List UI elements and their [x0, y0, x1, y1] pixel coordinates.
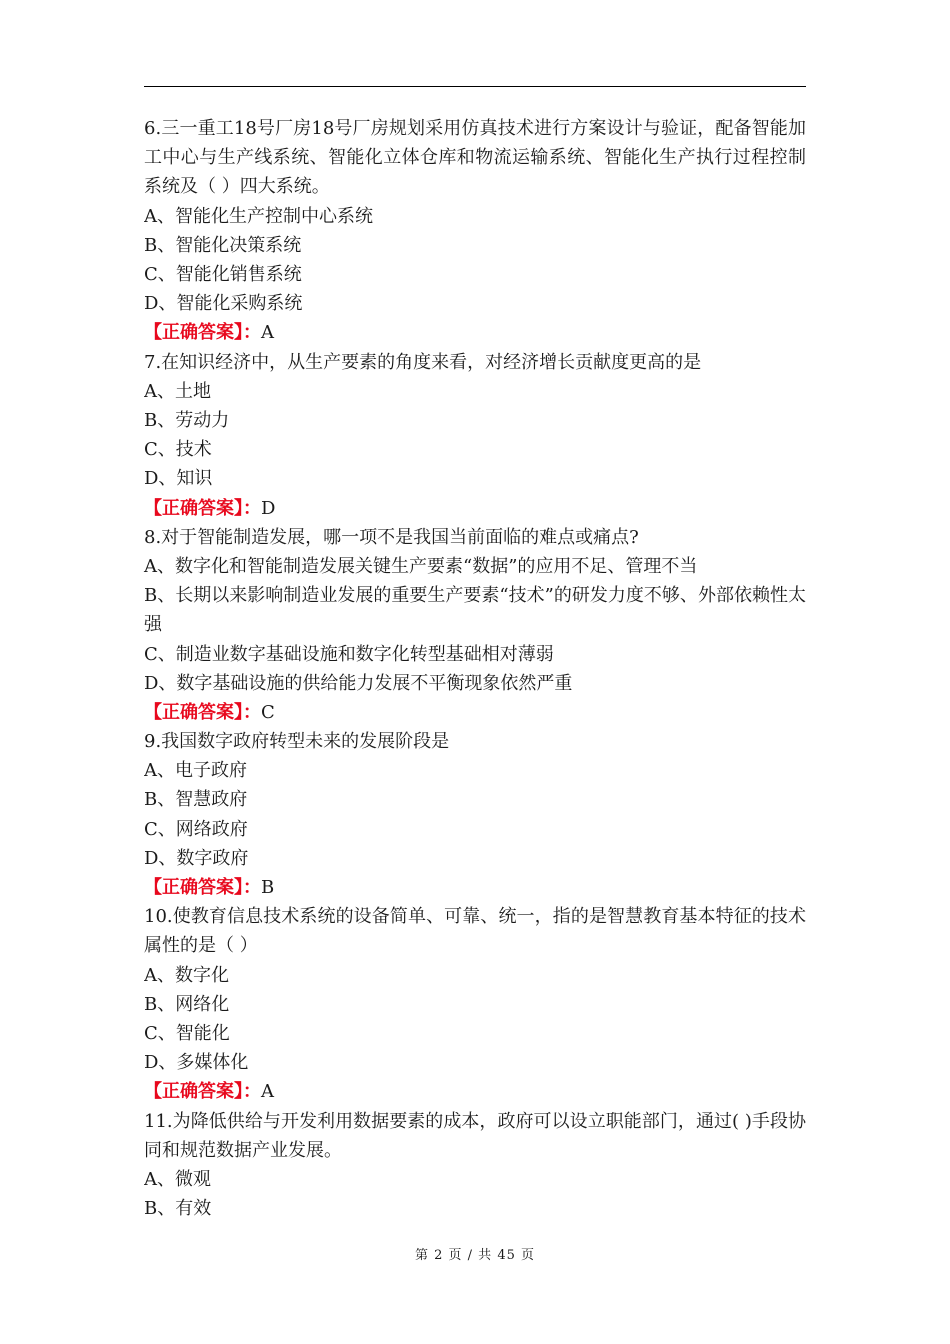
answer-value: C [261, 701, 275, 723]
question-7 [144, 348, 806, 523]
answer-value: D [261, 497, 276, 519]
header-rule [144, 86, 806, 87]
question-9 [144, 727, 806, 902]
answer-line [144, 873, 806, 902]
question-text: 7.在知识经济中，从生产要素的角度来看，对经济增长贡献度更高的是 [144, 351, 702, 373]
option-a: A、数字化和智能制造发展关键生产要素“数据”的应用不足、管理不当 [144, 555, 698, 577]
option-b: B、长期以来影响制造业发展的重要生产要素“技术”的研发力度不够、外部依赖性太强 [144, 585, 806, 636]
option-c: C、技术 [144, 439, 212, 461]
answer-value: A [261, 322, 274, 344]
option-d: D、数字基础设施的供给能力发展不平衡现象依然严重 [144, 672, 573, 694]
option-d: D、智能化采购系统 [144, 293, 303, 315]
option-a: A、微观 [144, 1168, 211, 1190]
option-b: B、智能化决策系统 [144, 234, 302, 256]
question-text: 10.使教育信息技术系统的设备简单、可靠、统一，指的是智慧教育基本特征的技术属性的是（ ） [144, 906, 806, 957]
option-b: B、网络化 [144, 993, 230, 1015]
option-c: C、制造业数字基础设施和数字化转型基础相对薄弱 [144, 643, 554, 665]
answer-label: 【正确答案】： [144, 877, 261, 899]
answer-value: A [261, 1081, 274, 1103]
page-footer: 第 2 页 / 共 45 页 [415, 1248, 535, 1263]
option-a: A、土地 [144, 380, 211, 402]
answer-label: 【正确答案】： [144, 322, 261, 344]
option-d: D、知识 [144, 468, 213, 490]
option-c: C、网络政府 [144, 818, 248, 840]
answer-label: 【正确答案】： [144, 701, 261, 723]
option-b: B、智慧政府 [144, 789, 248, 811]
question-text: 6.三一重工18号厂房18号厂房规划采用仿真技术进行方案设计与验证，配备智能加工中心与生产线系统、智能化立体仓库和物流运输系统、智能化生产执行过程控制系统及（ ）四大系统。 [144, 118, 806, 198]
question-8 [144, 523, 806, 727]
option-d: D、数字政府 [144, 847, 249, 869]
answer-line [144, 318, 806, 347]
answer-line [144, 698, 806, 727]
option-c: C、智能化 [144, 1023, 230, 1045]
option-b: B、劳动力 [144, 409, 230, 431]
answer-line [144, 494, 806, 523]
option-a: A、电子政府 [144, 760, 247, 782]
option-b: B、有效 [144, 1198, 212, 1220]
option-a: A、数字化 [144, 964, 229, 986]
option-d: D、多媒体化 [144, 1052, 249, 1074]
question-text: 8.对于智能制造发展，哪一项不是我国当前面临的难点或痛点? [144, 526, 639, 548]
option-c: C、智能化销售系统 [144, 263, 302, 285]
answer-value: B [261, 877, 275, 899]
question-text: 11.为降低供给与开发利用数据要素的成本，政府可以设立职能部门，通过( )手段协同和规范数据产业发展。 [144, 1110, 806, 1161]
question-6 [144, 114, 806, 348]
question-list [144, 114, 806, 1223]
answer-label: 【正确答案】： [144, 1081, 261, 1103]
question-11 [144, 1107, 806, 1224]
option-a: A、智能化生产控制中心系统 [144, 205, 373, 227]
question-text: 9.我国数字政府转型未来的发展阶段是 [144, 731, 450, 753]
answer-line [144, 1077, 806, 1106]
answer-label: 【正确答案】： [144, 497, 261, 519]
question-10 [144, 902, 806, 1106]
